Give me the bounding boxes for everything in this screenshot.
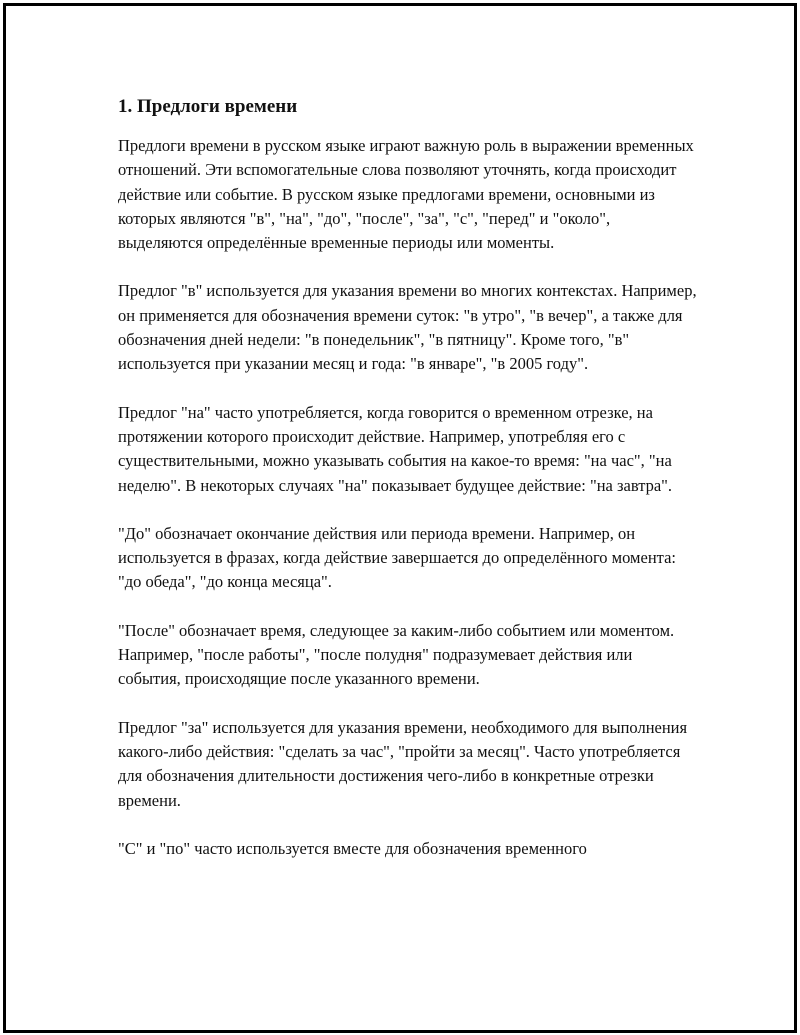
section-heading: 1. Предлоги времени [118,96,298,117]
document-body [118,94,698,885]
paragraph-preposition-do: "До" обозначает окончание действия или периода времени. Например, он используется в фразах, когда действие завершается до определённого момента: "до обеда", "до конца месяца". [118,523,676,592]
paragraph-intro: Предлоги времени в русском языке играют важную роль в выражении временных отношений. Эти вспомогательные слова позволяют уточнять, когда происходит действие или событие. В русском языке предлогами времени, основными из которых являются "в", "на", "до", "после", "за", "с", "перед" и "около", выделяются определённые временные периоды или моменты. [118,136,694,253]
paragraph-preposition-v: Предлог "в" используется для указания времени во многих контекстах. Например, он применяется для обозначения времени суток: "в утро", "в вечер", а также для обозначения дней недели: "в понедельник", "в пятницу". Кроме того, "в" используется при указании месяц и года: "в январе", "в 2005 году". [118,281,697,374]
paragraph-preposition-s-po: "С" и "по" часто используется вместе для обозначения временного [118,838,587,858]
paragraph-preposition-za: Предлог "за" используется для указания времени, необходимого для выполнения какого-либо действия: "сделать за час", "пройти за месяц". Часто употребляется для обозначения длительности достижения чего-либо в конкретные отрезки времени. [118,717,688,810]
paragraph-preposition-posle: "После" обозначает время, следующее за каким-либо событием или моментом. Например, "после работы", "после полудня" подразумевает действия или события, происходящие после указанного времени. [118,620,675,689]
paragraph-preposition-na: Предлог "на" часто употребляется, когда говорится о временном отрезке, на протяжении которого происходит действие. Например, употребляя его с существительными, можно указывать события на какое-то время: "на час", "на неделю". В некоторых случаях "на" показывает будущее действие: "на завтра". [118,402,673,495]
